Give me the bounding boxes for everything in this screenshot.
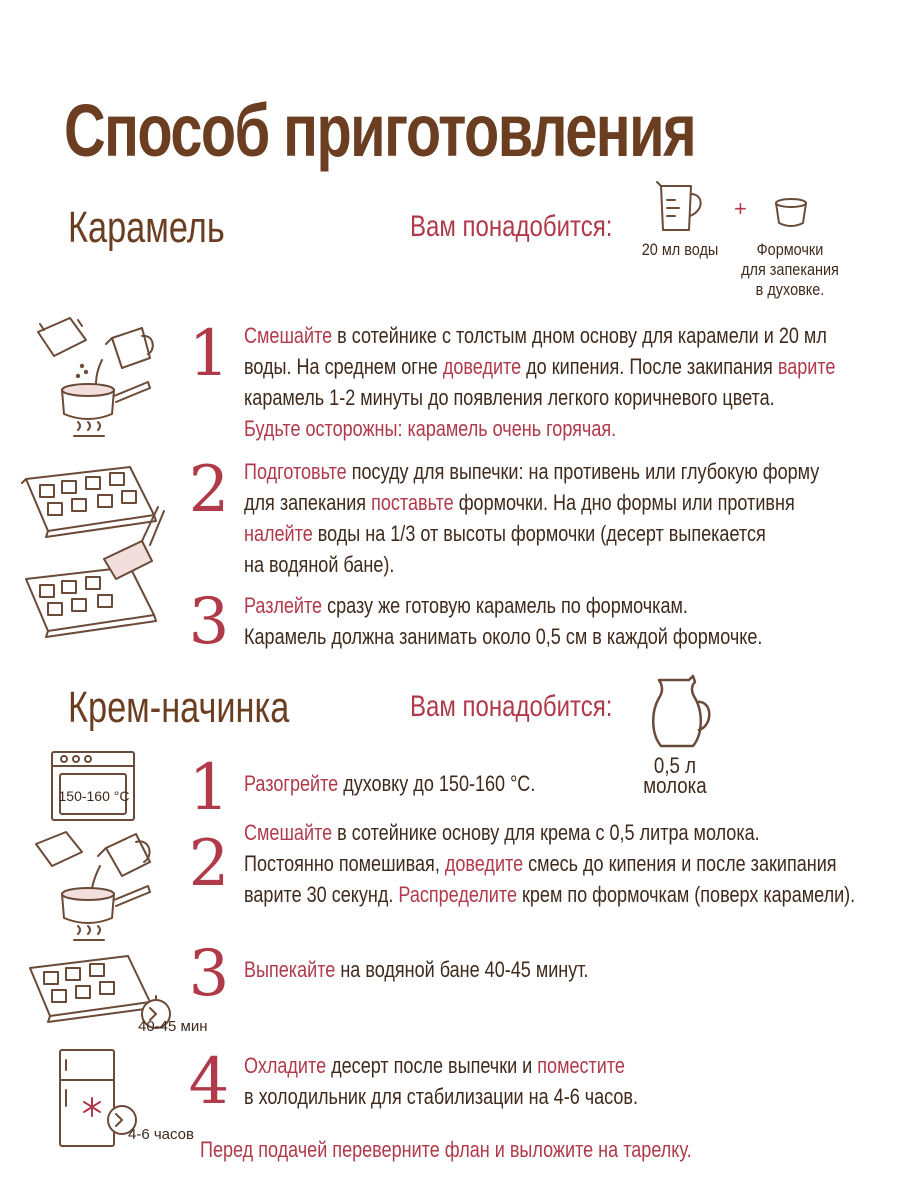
saucepan-milk-illustration [30, 822, 160, 950]
caramel-step-3-number: 3 [188, 585, 230, 659]
water-caption: 20 мл воды [641, 240, 719, 259]
oven-temperature-label: 150-160 °C [58, 788, 130, 804]
line: Будьте осторожны: карамель очень горячая. [244, 416, 617, 441]
timer-label: 40-45 мин [138, 1018, 208, 1035]
line: воды. На среднем огне доведите до кипения. После закипания варите [244, 354, 836, 379]
cream-step-4-number: 4 [188, 1045, 230, 1119]
line: для запекания поставьте формочки. На дно формы или противня [244, 490, 795, 515]
line: Охладите десерт после выпечки и поместите [244, 1053, 625, 1078]
cream-step-1-number: 1 [188, 751, 230, 825]
milk-jug-icon [645, 672, 715, 752]
cream-step-4-text [244, 1050, 638, 1112]
line: налейте воды на 1/3 от высоты формочки (десерт выпекается [244, 521, 766, 546]
caramel-step-1-text [244, 320, 835, 444]
measuring-cup-icon [653, 180, 713, 236]
cream-need-label: Вам понадобится: [410, 690, 613, 723]
ramekin-caption: Формочки для запекания в духовке. [741, 240, 839, 299]
baking-tray-illustration [18, 455, 168, 640]
caramel-step-2-text [244, 456, 819, 580]
serving-note: Перед подачей переверните флан и выложите на тарелку. [200, 1137, 692, 1162]
line: Разлейте сразу же готовую карамель по формочкам. [244, 593, 688, 618]
cream-step-2-text [244, 817, 855, 910]
ramekin-icon [772, 196, 810, 230]
cream-step-1-text [244, 768, 535, 799]
caramel-step-1-number: 1 [188, 317, 230, 391]
cream-step-3-number: 3 [188, 937, 230, 1011]
fridge-timer-label: 4-6 часов [128, 1126, 194, 1143]
line: варите 30 секунд. Распределите крем по формочкам (поверх карамели). [244, 882, 856, 907]
line: Выпекайте на водяной бане 40-45 минут. [244, 957, 589, 982]
caramel-need-label: Вам понадобится: [410, 210, 613, 243]
milk-caption: 0,5 л молока [643, 753, 707, 798]
line: на водяной бане). [244, 552, 395, 577]
caramel-step-3-text [244, 590, 762, 652]
line: Постоянно помешивая, доведите смесь до кипения и после закипания [244, 851, 837, 876]
section-heading-cream: Крем-начинка [68, 683, 290, 732]
cream-step-2-number: 2 [188, 827, 230, 901]
line: карамель 1-2 минуты до появления легкого коричневого цвета. [244, 385, 775, 410]
line: в холодильник для стабилизации на 4-6 часов. [244, 1084, 639, 1109]
oven-icon [50, 750, 136, 822]
line: Смешайте в сотейнике с толстым дном основу для карамели и 20 мл [244, 323, 827, 348]
line: Карамель должна занимать около 0,5 см в каждой формочке. [244, 624, 763, 649]
caramel-step-2-number: 2 [188, 453, 230, 527]
line: Смешайте в сотейнике основу для крема с 0,5 литра молока. [244, 820, 760, 845]
line: Разогрейте духовку до 150-160 °С. [244, 771, 536, 796]
plus-sign: + [734, 196, 747, 221]
section-heading-caramel: Карамель [68, 203, 225, 252]
page-title: Способ приготовления [64, 89, 696, 172]
line: Подготовьте посуду для выпечки: на противень или глубокую форму [244, 459, 820, 484]
cream-step-3-text [244, 954, 589, 985]
saucepan-illustration [30, 310, 160, 445]
